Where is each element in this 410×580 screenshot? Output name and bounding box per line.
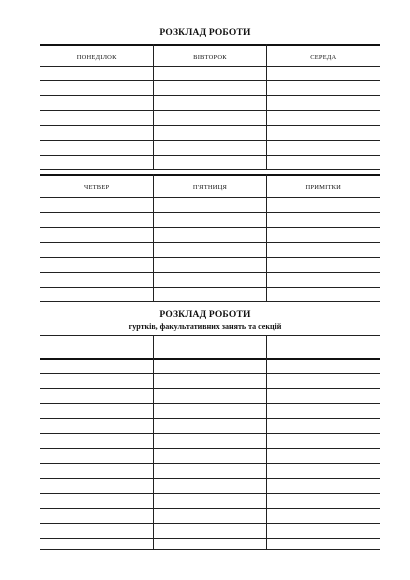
rule-line — [40, 433, 380, 434]
rule-line — [40, 478, 380, 479]
rule-line — [40, 66, 380, 67]
clubs-table — [40, 335, 380, 550]
rule-line — [40, 373, 380, 374]
rule-line — [40, 80, 380, 81]
rule-line — [40, 227, 380, 228]
rule-line — [40, 388, 380, 389]
rule-line — [40, 174, 380, 176]
clubs-subtitle: гуртків, факультативних занять та секцій — [128, 322, 282, 331]
weekday-table-bottom-header — [40, 177, 380, 197]
rule-line — [40, 523, 380, 524]
rule-line — [40, 257, 380, 258]
weekday-table-top — [40, 44, 380, 170]
header-thursday: ЧЕТВЕР — [84, 183, 110, 191]
rule-line — [40, 538, 380, 539]
rule-line — [40, 197, 380, 198]
rule-line — [40, 335, 380, 336]
rule-line — [40, 508, 380, 509]
rule-line — [40, 493, 380, 494]
schedule-title: РОЗКЛАД РОБОТИ — [159, 28, 251, 38]
rule-line — [40, 140, 380, 141]
column-divider — [153, 44, 154, 169]
header-friday: П'ЯТНИЦЯ — [192, 183, 228, 191]
weekday-table-top-header — [40, 47, 380, 67]
rule-line — [40, 448, 380, 449]
rule-line — [40, 287, 380, 288]
rule-line — [40, 44, 380, 46]
rule-line — [40, 403, 380, 404]
rule-line — [40, 301, 380, 302]
header-tuesday: ВІВТОРОК — [193, 53, 227, 61]
rule-line — [40, 358, 380, 360]
rule-line — [40, 125, 380, 126]
column-divider — [266, 174, 267, 301]
column-divider — [266, 44, 267, 169]
rule-line — [40, 155, 380, 156]
column-divider — [266, 335, 267, 549]
rule-line — [40, 418, 380, 419]
header-monday: ПОНЕДІЛОК — [76, 53, 117, 61]
rule-line — [40, 242, 380, 243]
rule-line — [40, 110, 380, 111]
rule-line — [40, 549, 380, 550]
clubs-title: РОЗКЛАД РОБОТИ — [159, 310, 251, 320]
weekday-table-bottom — [40, 174, 380, 302]
column-divider — [153, 335, 154, 549]
header-wednesday: СЕРЕДА — [310, 53, 337, 61]
rule-line — [40, 463, 380, 464]
rule-line — [40, 95, 380, 96]
column-divider — [153, 174, 154, 301]
header-notes: ПРИМІТКИ — [305, 183, 342, 191]
rule-line — [40, 169, 380, 170]
rule-line — [40, 212, 380, 213]
rule-line — [40, 272, 380, 273]
